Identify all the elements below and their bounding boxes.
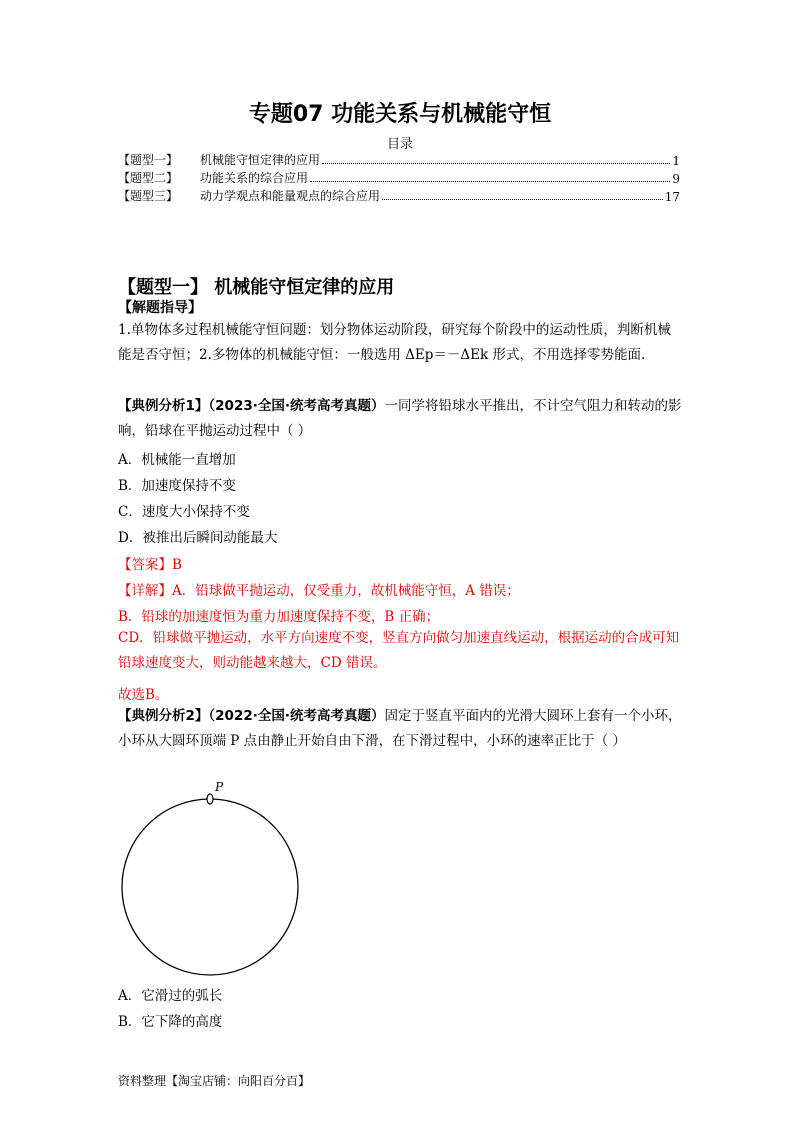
- example1-option-c: C．速度大小保持不变: [118, 504, 250, 520]
- point-p-label: P: [215, 780, 224, 794]
- small-ring: [207, 794, 213, 804]
- example2-option-a: A．它滑过的弧长: [118, 988, 223, 1004]
- example2-option-b: B．它下降的高度: [118, 1014, 223, 1030]
- toc-entry[interactable]: [118, 168, 680, 186]
- example1-stem: 一同学将铅球水平推出，不计空气阻力和转动的影响，铅球在平抛运动过程中（ ）: [118, 398, 682, 439]
- example2-question: [118, 704, 683, 754]
- toc-heading: 目录: [386, 137, 413, 152]
- toc-entry-tag: 【题型二】: [118, 171, 179, 185]
- toc-entry-label: 机械能守恒定律的应用: [200, 153, 321, 167]
- example1-detail-cd: CD．铅球做平抛运动，水平方向速度不变，竖直方向做匀加速直线运动，根据运动的合成可知铅球速度变大，则动能越来越大，CD 错误。: [118, 630, 680, 671]
- example1-detail-a: [118, 579, 520, 599]
- toc-entry-page: 1: [672, 154, 680, 168]
- example1-tag: 【典例分析1】: [118, 398, 209, 414]
- ring-diagram: [118, 780, 308, 980]
- toc-entry-tag: 【题型一】: [118, 153, 179, 167]
- toc-entry-page: 9: [672, 172, 680, 186]
- page-footer: 资料整理【淘宝店铺：向阳百分百】: [118, 1074, 311, 1088]
- example1-detail-b: B．铅球的加速度恒为重力加速度保持不变，B 正确；: [118, 609, 440, 625]
- example1-question: [118, 394, 683, 444]
- toc-entry-label: 动力学观点和能量观点的综合应用: [200, 189, 381, 203]
- example1-detail-tag: 【详解】: [118, 583, 172, 599]
- example1-detail-text: A．铅球做平抛运动，仅受重力，故机械能守恒，A 错误；: [172, 583, 520, 599]
- example1-answer: 【答案】B: [118, 557, 182, 573]
- toc-entry[interactable]: [118, 186, 680, 204]
- example1-option-a: A．机械能一直增加: [118, 452, 236, 468]
- toc-entry[interactable]: [118, 150, 680, 168]
- guide-text: 1.单物体多过程机械能守恒问题：划分物体运动阶段，研究每个阶段中的运动性质，判断机械能是否守恒；2.多物体的机械能守恒：一般选用 ΔEp＝－ΔEk 形式，不用选择零势能面.: [118, 322, 671, 363]
- page-title: 专题07 功能关系与机械能守恒: [248, 102, 552, 127]
- guide-heading: 【解题指导】: [118, 300, 202, 316]
- example1-conclusion: 故选B。: [118, 687, 169, 703]
- example1-option-d: D．被推出后瞬间动能最大: [118, 530, 278, 546]
- toc-entry-label: 功能关系的综合应用: [200, 171, 309, 185]
- toc-leader-dots: [310, 181, 670, 182]
- section-heading: 【题型一】 机械能守恒定律的应用: [118, 277, 395, 298]
- example1-source: （2023·全国·统考高考真题）: [208, 398, 385, 414]
- example2-stem: 固定于竖直平面内的光滑大圆环上套有一个小环，小环从大圆环顶端 P 点由静止开始自由下滑，在下滑过程中，小环的速率正比于（ ）: [118, 708, 682, 749]
- toc-entry-page: 17: [664, 190, 680, 204]
- toc-entry-tag: 【题型三】: [118, 189, 179, 203]
- example1-option-b: B．加速度保持不变: [118, 478, 236, 494]
- example2-tag: 【典例分析2】: [118, 708, 209, 724]
- example2-source: （2022·全国·统考高考真题）: [208, 708, 385, 724]
- large-ring: [122, 799, 298, 975]
- toc-leader-dots: [382, 199, 663, 200]
- toc-leader-dots: [322, 163, 670, 164]
